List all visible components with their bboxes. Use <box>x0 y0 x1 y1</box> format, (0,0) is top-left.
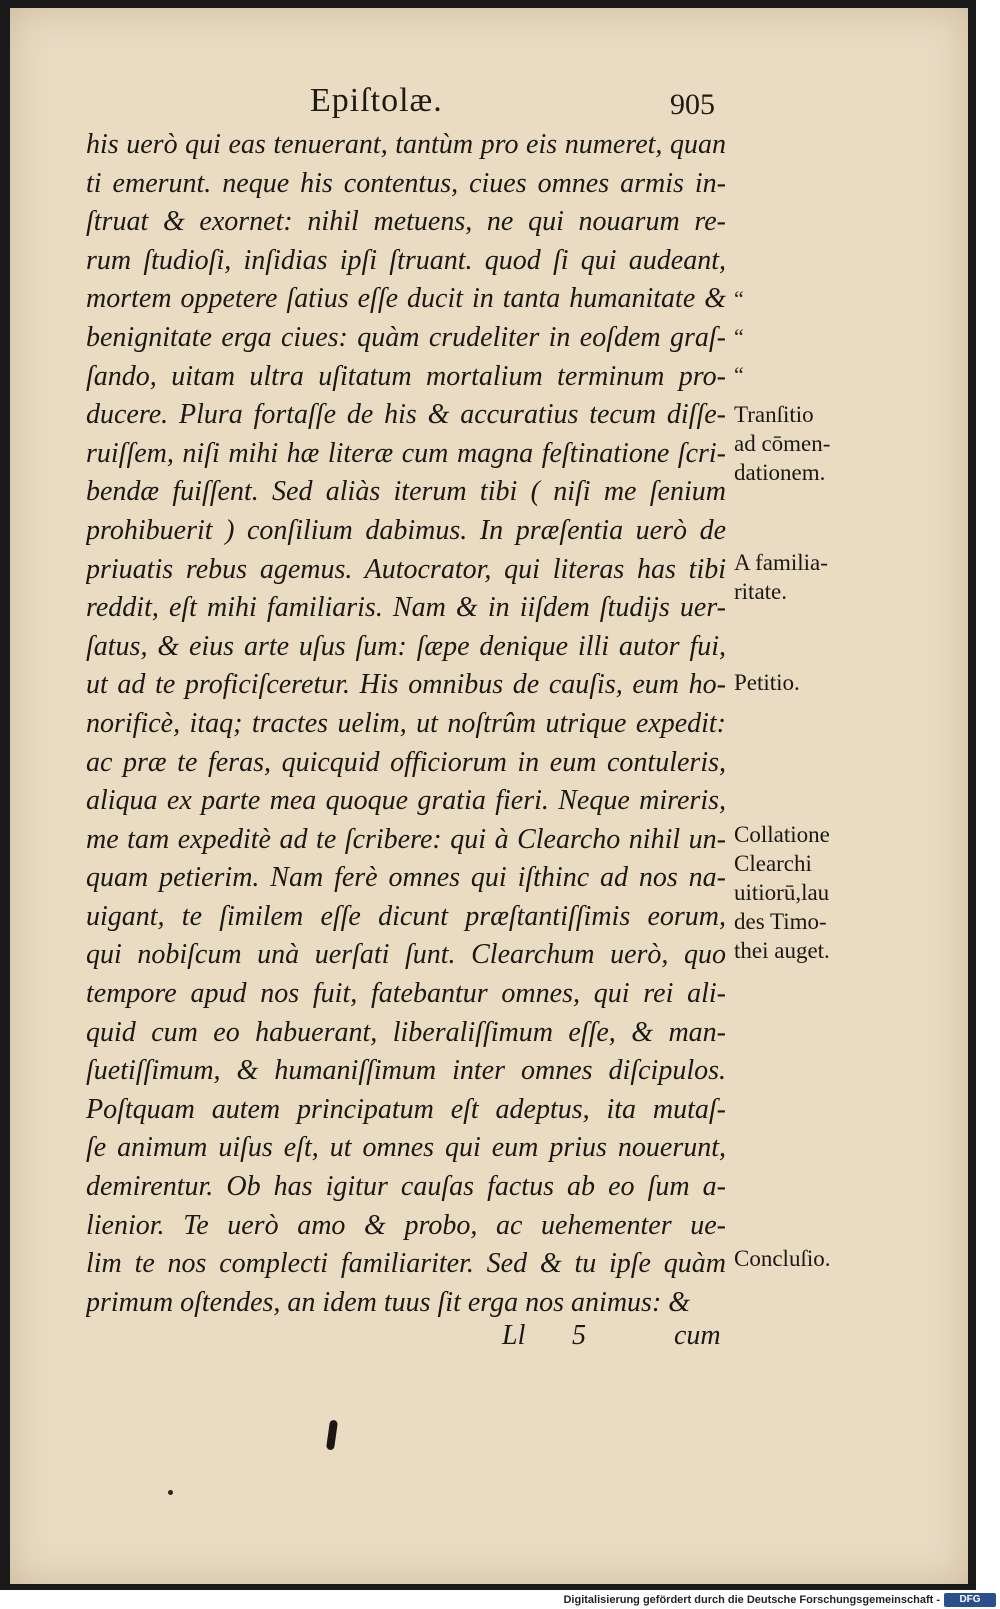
text-line: rum ſtudioſi, inſidias ipſi ſtruant. quod ſi qui audeant, <box>86 244 726 276</box>
book-page <box>10 8 968 1584</box>
digitization-credit: Digitalisierung gefördert durch die Deutsche Forschungsgemeinschaft - <box>563 1594 940 1606</box>
text-line: demirentur. Ob has igitur cauſas factus ab eo ſum a- <box>86 1171 726 1203</box>
text-line: ac præ te feras, quicquid officiorum in eum contuleris, <box>86 746 726 778</box>
margin-note-transitio: Tranſitio ad cōmen- dationem. <box>734 402 831 485</box>
text-line: quam petierim. Nam ferè omnes qui iſthinc ad nos na- <box>86 862 726 894</box>
margin-note-collatione: Collatione Clearchi uitiorū,lau des Timo- thei auget. <box>734 822 830 963</box>
gathering-number: 5 <box>572 1320 586 1351</box>
text-line: Poſtquam autem principatum eſt adeptus, ita mutaſ- <box>86 1093 726 1125</box>
quotation-mark: “ <box>734 324 744 349</box>
text-line: quid cum eo habuerant, liberaliſſimum eſſe, & man- <box>86 1016 726 1048</box>
text-line: ti emerunt. neque his contentus, ciues omnes armis in- <box>86 167 726 199</box>
margin-note-conclusio: Concluſio. <box>734 1246 831 1271</box>
main-text-block <box>86 126 726 1322</box>
text-line: lim te nos complecti familiariter. Sed & tu ipſe quàm <box>86 1248 726 1280</box>
text-line: reddit, eſt mihi familiaris. Nam & in iiſdem ſtudijs uer- <box>86 592 726 624</box>
text-line: primum oſtendes, an idem tuus ſit erga nos animus: & <box>86 1286 691 1318</box>
margin-note-petitio: Petitio. <box>734 670 800 695</box>
text-line: norificè, itaq; tractes uelim, ut noſtrûm utrique expedit: <box>86 707 726 739</box>
text-line: uigant, te ſimilem eſſe dicunt præſtantiſſimis eorum, <box>86 900 726 932</box>
ink-dot <box>168 1490 173 1495</box>
quotation-mark: “ <box>734 286 744 311</box>
text-line: ſe animum uiſus eſt, ut omnes qui eum prius nouerunt, <box>86 1132 726 1164</box>
text-line: ſtruat & exornet: nihil metuens, ne qui nouarum re- <box>86 206 726 238</box>
running-head: Epiſtolæ. <box>310 82 443 119</box>
text-line: mortem oppetere ſatius eſſe ducit in tanta humanitate & <box>86 283 726 315</box>
text-line: priuatis rebus agemus. Autocrator, qui literas has tibi <box>86 553 726 585</box>
catchword: cum <box>674 1320 721 1351</box>
text-line: ſatus, & eius arte uſus ſum: ſæpe denique illi autor fui, <box>86 630 726 662</box>
text-line: benignitate erga ciues: quàm crudeliter in eoſdem graſ- <box>86 321 726 353</box>
text-line: ducere. Plura fortaſſe de his & accuratius tecum diſſe- <box>86 399 726 431</box>
text-line: prohibuerit ) conſilium dabimus. In præſentia uerò de <box>86 514 726 546</box>
signature-mark: Ll <box>502 1320 526 1351</box>
text-line: ſuetiſſimum, & humaniſſimum inter omnes diſcipulos. <box>86 1055 726 1087</box>
text-line: ruiſſem, niſi mihi hæ literæ cum magna feſtinatione ſcri- <box>86 437 726 469</box>
text-line: bendæ fuiſſent. Sed aliàs iterum tibi ( niſi me ſenium <box>86 476 726 508</box>
text-line: tempore apud nos fuit, fatebantur omnes, qui rei ali- <box>86 978 726 1010</box>
text-line: lienior. Te uerò amo & probo, ac uehementer ue- <box>86 1209 726 1241</box>
page-header <box>10 82 968 132</box>
dfg-logo: DFG <box>944 1593 996 1607</box>
quotation-mark: “ <box>734 362 744 387</box>
text-line: aliqua ex parte mea quoque gratia fieri. Neque mireris, <box>86 785 726 817</box>
margin-note-familiaritate: A familia- ritate. <box>734 550 828 604</box>
text-line: qui nobiſcum unà uerſati ſunt. Clearchum uerò, quo <box>86 939 726 971</box>
signature-line <box>496 1320 736 1360</box>
ink-mark <box>326 1420 338 1451</box>
text-line: ut ad te proficiſceretur. His omnibus de cauſis, eum ho- <box>86 669 726 701</box>
text-line: me tam expeditè ad te ſcribere: qui à Clearcho nihil un- <box>86 823 726 855</box>
text-line: his uerò qui eas tenuerant, tantùm pro eis numeret, quan <box>86 129 726 160</box>
text-line: ſando, uitam ultra uſitatum mortalium terminum pro- <box>86 360 726 392</box>
page-number: 905 <box>670 88 715 121</box>
